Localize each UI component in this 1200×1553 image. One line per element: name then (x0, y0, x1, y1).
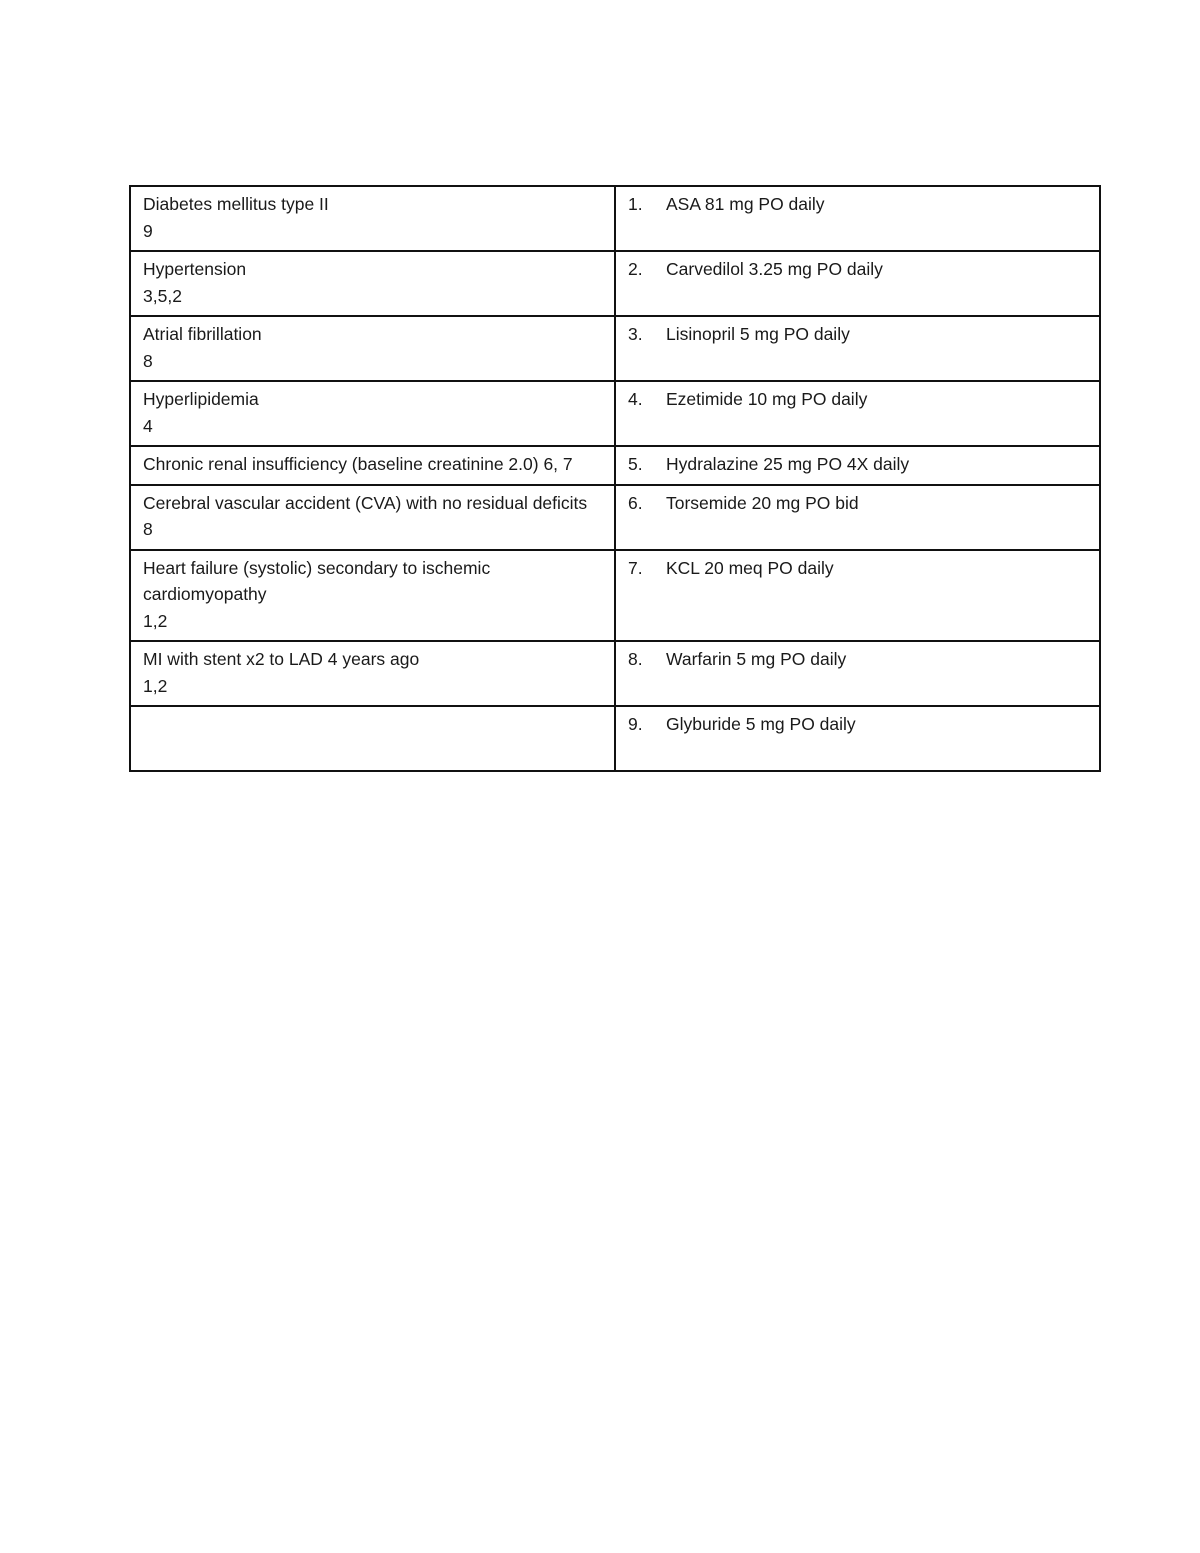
medication-cell (615, 706, 1100, 771)
medication-cell (615, 641, 1100, 706)
condition-name: Atrial fibrillation (143, 324, 262, 344)
condition-med-refs (143, 738, 602, 765)
medication-item (628, 490, 1087, 517)
condition-name (143, 711, 602, 738)
medication-number: 6. (628, 492, 643, 513)
medication-name: Torsemide 20 mg PO bid (666, 492, 859, 513)
condition-name: Diabetes mellitus type II (143, 194, 329, 214)
medication-item (628, 555, 1087, 582)
condition-cell (130, 446, 615, 485)
condition-med-refs: 1,2 (143, 675, 168, 696)
medication-number: 3. (628, 324, 643, 344)
condition-cell (130, 550, 615, 642)
table-row (130, 641, 1100, 706)
condition-cell (130, 316, 615, 381)
table-row (130, 316, 1100, 381)
condition-med-refs: 4 (143, 415, 153, 436)
condition-name: Hyperlipidemia (143, 389, 259, 409)
medication-item (628, 711, 1087, 738)
condition-med-refs: 1,2 (143, 610, 168, 631)
medication-name: Warfarin 5 mg PO daily (666, 649, 847, 669)
medication-item (628, 386, 1087, 413)
medication-number: 8. (628, 649, 643, 669)
medication-name: Lisinopril 5 mg PO daily (666, 324, 850, 344)
condition-med-refs: 3,5,2 (143, 285, 182, 306)
medication-name: ASA 81 mg PO daily (666, 194, 825, 214)
medication-item (628, 191, 1087, 218)
condition-med-refs: 8 (143, 350, 153, 371)
medication-number: 1. (628, 194, 643, 214)
table-row (130, 706, 1100, 771)
table-row (130, 186, 1100, 251)
condition-med-refs: 8 (143, 519, 153, 539)
medication-name: Carvedilol 3.25 mg PO daily (666, 259, 883, 279)
condition-medication-table (129, 185, 1101, 772)
condition-name: MI with stent x2 to LAD 4 years ago (143, 649, 420, 669)
medication-cell (615, 446, 1100, 485)
medication-name: Glyburide 5 mg PO daily (666, 714, 856, 734)
medication-number: 7. (628, 557, 643, 578)
medication-number: 9. (628, 714, 643, 734)
condition-name: Heart failure (systolic) secondary to ischemic cardiomyopathy (143, 557, 491, 604)
medication-name: Hydralazine 25 mg PO 4X daily (666, 454, 910, 474)
medication-cell (615, 251, 1100, 316)
condition-cell (130, 485, 615, 550)
medication-cell (615, 381, 1100, 446)
medication-item (628, 321, 1087, 348)
condition-cell (130, 381, 615, 446)
medication-item (628, 451, 1087, 478)
table-row (130, 251, 1100, 316)
medication-cell (615, 316, 1100, 381)
condition-med-refs: 9 (143, 220, 153, 241)
condition-name: Chronic renal insufficiency (baseline creatinine 2.0) 6, 7 (143, 454, 573, 474)
table-row (130, 381, 1100, 446)
medication-item (628, 256, 1087, 283)
medication-cell (615, 485, 1100, 550)
condition-cell-empty (130, 706, 615, 771)
medication-item (628, 646, 1087, 673)
condition-name: Hypertension (143, 259, 247, 279)
medication-number: 2. (628, 259, 643, 279)
medication-name: Ezetimide 10 mg PO daily (666, 389, 868, 409)
medication-number: 5. (628, 454, 643, 474)
medication-cell (615, 550, 1100, 642)
condition-cell (130, 186, 615, 251)
medication-name: KCL 20 meq PO daily (666, 557, 834, 578)
medication-number: 4. (628, 389, 643, 409)
condition-name: Cerebral vascular accident (CVA) with no residual deficits (143, 492, 588, 513)
table-row (130, 485, 1100, 550)
condition-cell (130, 641, 615, 706)
condition-cell (130, 251, 615, 316)
table-row (130, 550, 1100, 642)
medication-cell (615, 186, 1100, 251)
table-row (130, 446, 1100, 485)
